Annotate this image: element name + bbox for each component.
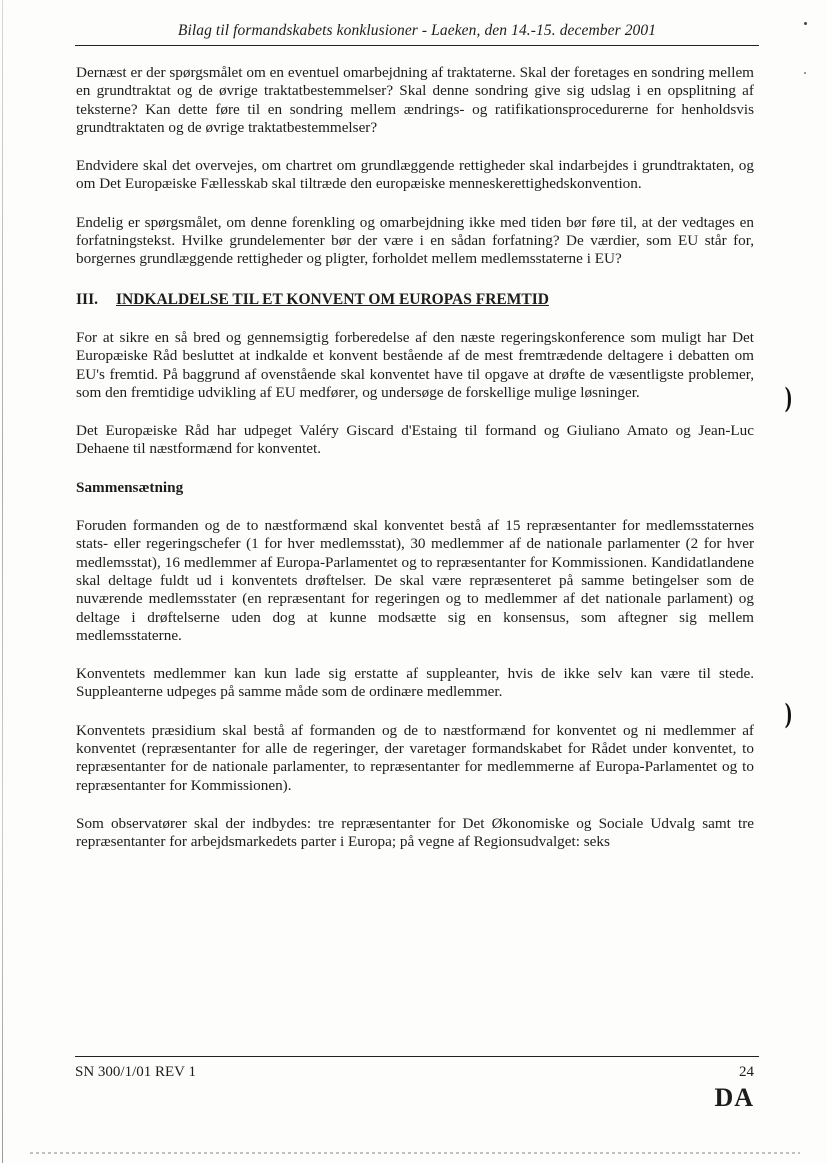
paragraph: Konventets præsidium skal bestå af formanden og de to næstformænd for konventet og ni medlemmer af konventet (repræsentanter for alle de regeringer, der varetager formandskabet for Rådet under konventet, to repræsentanter for de nationale parlamenter, to repræsentanter for medlemmerne af Europa-Parlamentet og to repræsentanter for Kommissionen). — [76, 721, 754, 794]
document-code: SN 300/1/01 REV 1 — [75, 1064, 196, 1080]
header-divider — [75, 45, 759, 46]
footer-divider — [75, 1056, 759, 1057]
page-header: Bilag til formandskabets konklusioner - Laeken, den 14.-15. december 2001 — [177, 22, 657, 39]
scan-speck — [804, 72, 806, 74]
scan-artifact — [30, 1152, 800, 1154]
page-number: 24 — [739, 1064, 754, 1080]
paragraph: Endelig er spørgsmålet, om denne forenkling og omarbejdning ikke med tiden bør føre til, at der vedtages en forfatningstekst. Hvilke grundelementer bør der være i en sådan forfatning? De værdier, som EU står for, borgernes grundlæggende rettigheder og pligter, forholdet mellem medlemsstaterne i EU? — [76, 213, 754, 268]
section-heading — [76, 291, 754, 309]
paragraph: Endvidere skal det overvejes, om chartret om grundlæggende rettigheder skal indarbejdes i grundtraktaten, og om Det Europæiske Fællesskab skal tiltræde den europæiske menneskerettighedskonvention. — [76, 157, 754, 193]
paragraph: Konventets medlemmer kan kun lade sig erstatte af suppleanter, hvis de ikke selv kan være til stede. Suppleanterne udpeges på samme måde som de ordinære medlemmer. — [76, 665, 754, 701]
section-title: INDKALDELSE TIL ET KONVENT OM EUROPAS FREMTID — [116, 290, 549, 308]
margin-bracket-icon: ) — [784, 698, 793, 731]
scan-edge — [2, 0, 3, 1163]
subheading: Sammensætning — [76, 478, 184, 496]
paragraph: Som observatører skal der indbydes: tre repræsentanter for Det Økonomiske og Sociale Udvalg samt tre repræsentanter for arbejdsmarkedets parter i Europa; på vegne af Regionsudvalget: seks — [76, 814, 754, 851]
scan-speck — [804, 22, 807, 25]
section-number: III. — [76, 290, 98, 308]
page-body — [76, 64, 754, 872]
paragraph: For at sikre en så bred og gennemsigtig forberedelse af den næste regeringskonference som muligt har Det Europæiske Råd besluttet at indkalde et konvent bestående af de mest fremtrædende deltagere i debatten om EU's fremtid. På baggrund af ovenstående skal konventet have til opgave at drøfte de væsentligste problemer, som den fremtidige udvikling af EU medfører, og undersøge de forskellige mulige løsninger. — [76, 328, 754, 401]
paragraph: Foruden formanden og de to næstformænd skal konventet bestå af 15 repræsentanter for medlemsstaternes stats- eller regeringschefer (1 for hver medlemsstat), 30 medlemmer af de nationale parlamenter (2 for hver medlemsstat), 16 medlemmer af Europa-Parlamentet og to repræsentanter for Kommissionen. Kandidatlandene skal deltage fuldt ud i konventets drøftelser. De skal være repræsenteret på samme betingelser som de nuværende medlemsstater (en repræsentant for regeringen og to medlemmer af det nationale parlament) og deltage i drøftelserne uden dog at kunne modsætte sig en konsensus, som aftegner sig mellem medlemsstaterne. — [76, 517, 754, 644]
language-code: DA — [714, 1083, 754, 1112]
paragraph: Dernæst er der spørgsmålet om en eventuel omarbejdning af traktaterne. Skal der foretages en sondring mellem en grundtraktat og de øvrige traktatbestemmelser? Skal denne sondring give sig udslag i en opsplitning af teksterne? Kan dette føre til en sondring mellem ændrings- og ratifikationsprocedurerne for henholdsvis grundtraktaten og de øvrige traktatbestemmelser? — [76, 64, 754, 136]
margin-bracket-icon: ) — [784, 382, 793, 415]
paragraph: Det Europæiske Råd har udpeget Valéry Giscard d'Estaing til formand og Giuliano Amato og Jean-Luc Dehaene til næstformænd for konventet. — [76, 422, 754, 458]
